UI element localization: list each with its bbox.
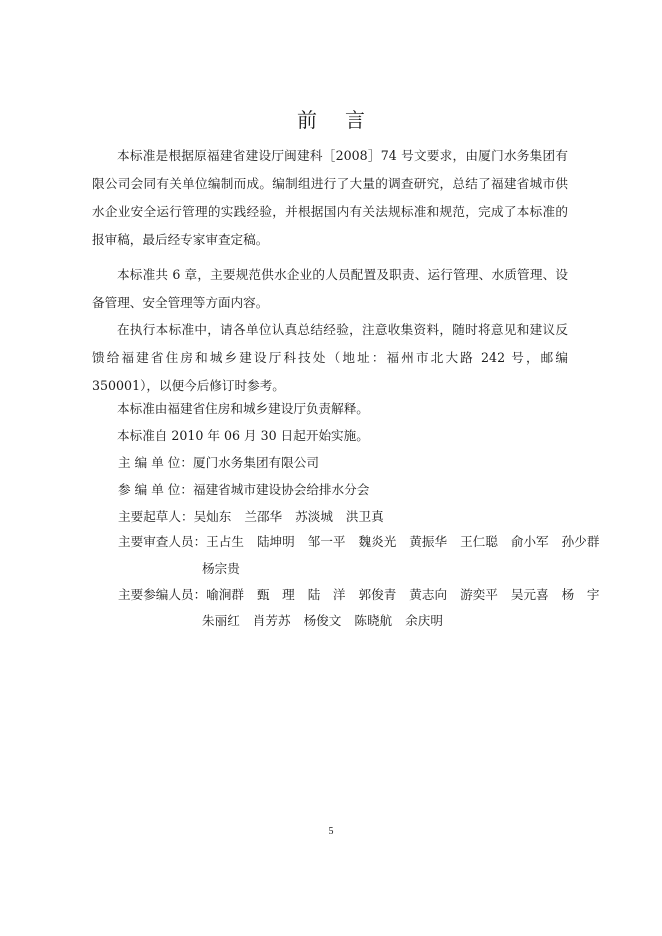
- paragraph-effective-date: 本标准自 2010 年 06 月 30 日起开始实施。: [117, 428, 369, 443]
- contributor-name: 陆 洋: [307, 587, 346, 602]
- contributor-name: 陈晓航: [354, 613, 393, 628]
- contributor-name: 游奕平: [460, 587, 498, 602]
- contributor-name: 肖芳苏: [252, 613, 291, 628]
- participating-unit-label: 参 编 单 位：: [118, 482, 193, 497]
- reviewers-line-2: [202, 555, 253, 583]
- reviewer-name: 俞小军: [510, 534, 549, 549]
- contributor-name: 吴元喜: [510, 587, 549, 602]
- reviewer-name: 陆坤明: [256, 534, 295, 549]
- chief-editor-label: 主 编 单 位：: [118, 455, 193, 470]
- paragraph-basis: 本标准是根据原福建省建设厅闽建科［2008］74 号文要求，由厦门水务集团有限公司会同有关单位编制而成。编制组进行了大量的调查研究，总结了福建省城市供水企业安全运行管理的实践经验，并根据国内有关法规标准和规范，完成了本标准的报审稿，最后经专家审查定稿。: [92, 148, 568, 247]
- paragraph-interpretation: 本标准由福建省住房和城乡建设厅负责解释。: [117, 401, 369, 416]
- contributors-line-2: [202, 607, 456, 635]
- reviewer-name: 王仁聪: [460, 534, 498, 549]
- reviewer-name: 孙少群: [561, 534, 600, 549]
- contributor-name: 黄志向: [409, 587, 448, 602]
- chief-editor-value: 厦门水务集团有限公司: [192, 455, 319, 470]
- reviewer-name: 王占生: [206, 534, 244, 549]
- page-number: 5: [328, 826, 334, 837]
- reviewer-name: 邹一平: [307, 534, 346, 549]
- drafter-name: 洪卫真: [345, 509, 384, 524]
- chief-editor-line: [118, 449, 319, 477]
- contributor-name: 甄 理: [256, 587, 295, 602]
- drafters-line: [118, 503, 397, 531]
- page-title: [0, 104, 662, 133]
- participating-unit-value: 福建省城市建设协会给排水分会: [192, 482, 370, 497]
- contributor-name: 朱丽红: [202, 613, 240, 628]
- reviewer-name: 魏炎光: [358, 534, 397, 549]
- paragraph-feedback: 在执行本标准中，请各单位认真总结经验，注意收集资料，随时将意见和建议反馈给福建省住房和城乡建设厅科技处（地址：福州市北大路 242 号，邮编 350001），以便今后修订时参考。: [92, 322, 568, 393]
- paragraph-scope: 本标准共 6 章，主要规范供水企业的人员配置及职责、运行管理、水质管理、设备管理、安全管理等方面内容。: [92, 267, 568, 310]
- reviewer-name: 杨宗贵: [202, 561, 240, 576]
- contributor-name: 杨俊文: [303, 613, 342, 628]
- reviewer-name: 黄振华: [409, 534, 448, 549]
- contributor-name: 杨 宇: [561, 587, 600, 602]
- contributors-line: [118, 581, 599, 609]
- contributors-label: 主要参编人员：: [118, 587, 207, 602]
- title-char-1: 前: [297, 108, 317, 132]
- participating-unit-line: [118, 476, 369, 504]
- contributor-name: 余庆明: [405, 613, 443, 628]
- contributor-name: 郭俊青: [358, 587, 397, 602]
- drafters-label: 主要起草人：: [118, 509, 194, 524]
- reviewers-line: [118, 528, 599, 556]
- title-char-2: 言: [345, 108, 365, 132]
- drafter-name: 兰邵华: [244, 509, 283, 524]
- drafter-name: 苏淡城: [295, 509, 333, 524]
- contributor-name: 喻涧群: [206, 587, 244, 602]
- reviewers-label: 主要审查人员：: [118, 534, 207, 549]
- drafter-name: 吴灿东: [193, 509, 232, 524]
